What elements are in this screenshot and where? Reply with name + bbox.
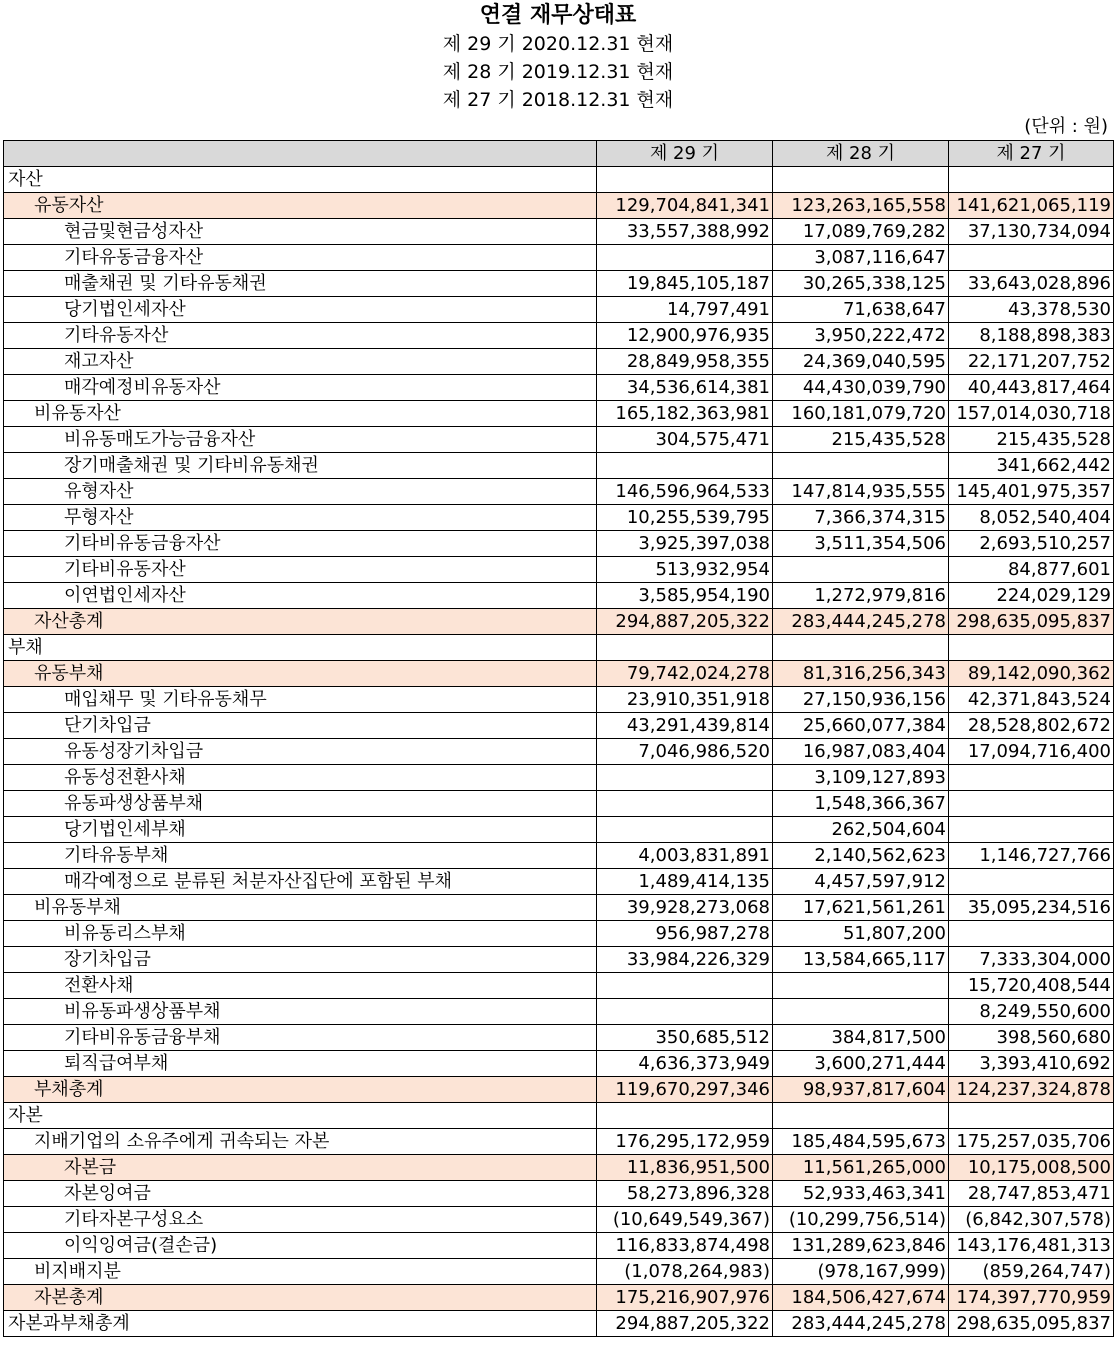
row-label: 매출채권 및 기타유동채권	[4, 271, 597, 297]
table-row	[4, 323, 1114, 349]
row-value: 4,457,597,912	[773, 869, 949, 895]
row-value: 4,636,373,949	[597, 1051, 773, 1077]
row-value	[773, 973, 949, 999]
row-label: 기타비유동금융부채	[4, 1025, 597, 1051]
row-label: 퇴직급여부채	[4, 1051, 597, 1077]
row-value: 51,807,200	[773, 921, 949, 947]
table-row	[4, 557, 1114, 583]
table-row	[4, 1155, 1114, 1181]
row-value: 146,596,964,533	[597, 479, 773, 505]
row-value: 1,548,366,367	[773, 791, 949, 817]
row-value: 52,933,463,341	[773, 1181, 949, 1207]
header-period-28: 제 28 기	[773, 141, 949, 167]
row-value: 294,887,205,322	[597, 1311, 773, 1337]
row-value: 304,575,471	[597, 427, 773, 453]
row-value	[949, 245, 1114, 271]
balance-sheet-table	[3, 140, 1114, 1337]
row-label: 자본총계	[4, 1285, 597, 1311]
table-row	[4, 1233, 1114, 1259]
row-label: 비유동매도가능금융자산	[4, 427, 597, 453]
row-label: 지배기업의 소유주에게 귀속되는 자본	[4, 1129, 597, 1155]
row-value	[773, 1103, 949, 1129]
row-value	[597, 453, 773, 479]
table-row	[4, 1025, 1114, 1051]
row-value: 262,504,604	[773, 817, 949, 843]
row-value: 33,643,028,896	[949, 271, 1114, 297]
row-value	[773, 167, 949, 193]
table-row	[4, 479, 1114, 505]
row-label: 유동자산	[4, 193, 597, 219]
row-label: 매각예정비유동자산	[4, 375, 597, 401]
row-value	[949, 817, 1114, 843]
row-value: 145,401,975,357	[949, 479, 1114, 505]
row-value: 184,506,427,674	[773, 1285, 949, 1311]
header-account	[4, 141, 597, 167]
row-value: (6,842,307,578)	[949, 1207, 1114, 1233]
table-row	[4, 1207, 1114, 1233]
row-label: 자본잉여금	[4, 1181, 597, 1207]
row-value: 224,029,129	[949, 583, 1114, 609]
row-value: 7,046,986,520	[597, 739, 773, 765]
table-row	[4, 1129, 1114, 1155]
row-label: 유동파생상품부채	[4, 791, 597, 817]
row-value: 1,146,727,766	[949, 843, 1114, 869]
table-row	[4, 1103, 1114, 1129]
row-value: (1,078,264,983)	[597, 1259, 773, 1285]
row-value: 215,435,528	[773, 427, 949, 453]
row-value	[949, 167, 1114, 193]
row-value: 175,257,035,706	[949, 1129, 1114, 1155]
row-value: 124,237,324,878	[949, 1077, 1114, 1103]
row-label: 자본	[4, 1103, 597, 1129]
row-label: 유동부채	[4, 661, 597, 687]
row-value: 174,397,770,959	[949, 1285, 1114, 1311]
table-row	[4, 1259, 1114, 1285]
row-label: 자산	[4, 167, 597, 193]
row-label: 비지배지분	[4, 1259, 597, 1285]
row-value: 384,817,500	[773, 1025, 949, 1051]
table-row	[4, 869, 1114, 895]
row-label: 부채	[4, 635, 597, 661]
row-value: 79,742,024,278	[597, 661, 773, 687]
row-value: 1,272,979,816	[773, 583, 949, 609]
table-row	[4, 791, 1114, 817]
row-label: 이연법인세자산	[4, 583, 597, 609]
row-value: 58,273,896,328	[597, 1181, 773, 1207]
row-value: 28,849,958,355	[597, 349, 773, 375]
row-value	[597, 1103, 773, 1129]
table-row	[4, 531, 1114, 557]
row-value: 17,621,561,261	[773, 895, 949, 921]
row-value	[597, 245, 773, 271]
row-value: 165,182,363,981	[597, 401, 773, 427]
table-row	[4, 817, 1114, 843]
row-label: 비유동자산	[4, 401, 597, 427]
row-value	[597, 765, 773, 791]
row-value: 175,216,907,976	[597, 1285, 773, 1311]
row-value: 35,095,234,516	[949, 895, 1114, 921]
table-row	[4, 453, 1114, 479]
row-value: 43,291,439,814	[597, 713, 773, 739]
row-value: 3,950,222,472	[773, 323, 949, 349]
row-value: 39,928,273,068	[597, 895, 773, 921]
row-value: 350,685,512	[597, 1025, 773, 1051]
row-value: 4,003,831,891	[597, 843, 773, 869]
row-label: 현금및현금성자산	[4, 219, 597, 245]
table-row	[4, 843, 1114, 869]
row-label: 자본금	[4, 1155, 597, 1181]
row-label: 기타비유동금융자산	[4, 531, 597, 557]
row-value: 283,444,245,278	[773, 1311, 949, 1337]
row-value	[773, 557, 949, 583]
row-value: 25,660,077,384	[773, 713, 949, 739]
row-value: 129,704,841,341	[597, 193, 773, 219]
table-row	[4, 1077, 1114, 1103]
table-row	[4, 973, 1114, 999]
table-row	[4, 895, 1114, 921]
row-value: 28,528,802,672	[949, 713, 1114, 739]
row-value: 215,435,528	[949, 427, 1114, 453]
row-value: (859,264,747)	[949, 1259, 1114, 1285]
row-label: 비유동부채	[4, 895, 597, 921]
row-value: 71,638,647	[773, 297, 949, 323]
row-value: 84,877,601	[949, 557, 1114, 583]
row-value: 3,600,271,444	[773, 1051, 949, 1077]
row-value: 1,489,414,135	[597, 869, 773, 895]
row-value: 2,140,562,623	[773, 843, 949, 869]
period-29: 제 29 기 2020.12.31 현재	[442, 33, 674, 55]
table-row	[4, 349, 1114, 375]
row-value: 3,925,397,038	[597, 531, 773, 557]
row-value	[949, 1103, 1114, 1129]
row-value: 37,130,734,094	[949, 219, 1114, 245]
row-value: 8,249,550,600	[949, 999, 1114, 1025]
header-period-27: 제 27 기	[949, 141, 1114, 167]
row-label: 기타유동자산	[4, 323, 597, 349]
row-label: 기타유동금융자산	[4, 245, 597, 271]
row-value: 131,289,623,846	[773, 1233, 949, 1259]
row-label: 비유동파생상품부채	[4, 999, 597, 1025]
row-value: 34,536,614,381	[597, 375, 773, 401]
row-value: (978,167,999)	[773, 1259, 949, 1285]
row-value: 42,371,843,524	[949, 687, 1114, 713]
row-label: 자본과부채총계	[4, 1311, 597, 1337]
table-row	[4, 1051, 1114, 1077]
row-label: 기타유동부채	[4, 843, 597, 869]
row-value: 24,369,040,595	[773, 349, 949, 375]
row-label: 단기차입금	[4, 713, 597, 739]
row-value	[949, 921, 1114, 947]
table-body	[4, 167, 1114, 1337]
row-value: 16,987,083,404	[773, 739, 949, 765]
row-value	[949, 635, 1114, 661]
row-value: 3,511,354,506	[773, 531, 949, 557]
row-value: 15,720,408,544	[949, 973, 1114, 999]
row-value: 176,295,172,959	[597, 1129, 773, 1155]
row-value: 157,014,030,718	[949, 401, 1114, 427]
table-row	[4, 401, 1114, 427]
row-value: 7,333,304,000	[949, 947, 1114, 973]
table-row	[4, 505, 1114, 531]
row-value: 3,109,127,893	[773, 765, 949, 791]
row-value: 30,265,338,125	[773, 271, 949, 297]
row-label: 유동성전환사채	[4, 765, 597, 791]
row-value: 11,836,951,500	[597, 1155, 773, 1181]
row-value: 40,443,817,464	[949, 375, 1114, 401]
row-value: 116,833,874,498	[597, 1233, 773, 1259]
row-value	[773, 999, 949, 1025]
table-row	[4, 271, 1114, 297]
table-row	[4, 375, 1114, 401]
unit-label: (단위 : 원)	[1024, 116, 1108, 137]
row-label: 당기법인세부채	[4, 817, 597, 843]
table-row	[4, 427, 1114, 453]
row-value: 147,814,935,555	[773, 479, 949, 505]
row-value: 33,557,388,992	[597, 219, 773, 245]
row-value	[597, 817, 773, 843]
header-period-29: 제 29 기	[597, 141, 773, 167]
row-label: 무형자산	[4, 505, 597, 531]
row-value: 398,560,680	[949, 1025, 1114, 1051]
row-value	[597, 999, 773, 1025]
row-value: 143,176,481,313	[949, 1233, 1114, 1259]
period-28: 제 28 기 2019.12.31 현재	[442, 61, 674, 83]
row-value: 956,987,278	[597, 921, 773, 947]
row-value: 17,089,769,282	[773, 219, 949, 245]
row-value: 19,845,105,187	[597, 271, 773, 297]
table-row	[4, 1311, 1114, 1337]
row-value: 81,316,256,343	[773, 661, 949, 687]
row-value: 141,621,065,119	[949, 193, 1114, 219]
row-value	[597, 167, 773, 193]
row-value: 11,561,265,000	[773, 1155, 949, 1181]
row-value: 12,900,976,935	[597, 323, 773, 349]
table-row	[4, 713, 1114, 739]
row-value: 33,984,226,329	[597, 947, 773, 973]
table-row	[4, 1285, 1114, 1311]
row-label: 당기법인세자산	[4, 297, 597, 323]
row-value	[597, 635, 773, 661]
period-27: 제 27 기 2018.12.31 현재	[442, 89, 674, 111]
row-value: 89,142,090,362	[949, 661, 1114, 687]
row-value: 160,181,079,720	[773, 401, 949, 427]
row-value: 3,393,410,692	[949, 1051, 1114, 1077]
row-value: 283,444,245,278	[773, 609, 949, 635]
row-value	[773, 453, 949, 479]
table-row	[4, 635, 1114, 661]
table-row	[4, 245, 1114, 271]
row-value	[949, 765, 1114, 791]
row-label: 이익잉여금(결손금)	[4, 1233, 597, 1259]
row-value: 44,430,039,790	[773, 375, 949, 401]
table-row	[4, 193, 1114, 219]
row-value: 8,052,540,404	[949, 505, 1114, 531]
row-value: 298,635,095,837	[949, 1311, 1114, 1337]
row-value	[949, 869, 1114, 895]
row-label: 유형자산	[4, 479, 597, 505]
row-value: 10,255,539,795	[597, 505, 773, 531]
row-value: 14,797,491	[597, 297, 773, 323]
row-label: 장기매출채권 및 기타비유동채권	[4, 453, 597, 479]
table-row	[4, 921, 1114, 947]
row-label: 자산총계	[4, 609, 597, 635]
header-row	[4, 141, 1114, 167]
table-row	[4, 167, 1114, 193]
row-value: 513,932,954	[597, 557, 773, 583]
row-value	[773, 635, 949, 661]
row-label: 재고자산	[4, 349, 597, 375]
row-value: 13,584,665,117	[773, 947, 949, 973]
row-value: 23,910,351,918	[597, 687, 773, 713]
row-value: (10,649,549,367)	[597, 1207, 773, 1233]
row-value: 123,263,165,558	[773, 193, 949, 219]
table-row	[4, 609, 1114, 635]
row-label: 장기차입금	[4, 947, 597, 973]
row-value: 298,635,095,837	[949, 609, 1114, 635]
row-value: 27,150,936,156	[773, 687, 949, 713]
table-row	[4, 661, 1114, 687]
row-value: 185,484,595,673	[773, 1129, 949, 1155]
statement-title: 연결 재무상태표	[479, 3, 637, 28]
row-value	[949, 791, 1114, 817]
row-value: (10,299,756,514)	[773, 1207, 949, 1233]
table-row	[4, 297, 1114, 323]
row-value: 294,887,205,322	[597, 609, 773, 635]
table-row	[4, 739, 1114, 765]
row-value: 10,175,008,500	[949, 1155, 1114, 1181]
row-value: 28,747,853,471	[949, 1181, 1114, 1207]
row-value	[597, 791, 773, 817]
row-value	[597, 973, 773, 999]
row-value: 341,662,442	[949, 453, 1114, 479]
row-value: 3,585,954,190	[597, 583, 773, 609]
row-value: 98,937,817,604	[773, 1077, 949, 1103]
row-label: 매각예정으로 분류된 처분자산집단에 포함된 부채	[4, 869, 597, 895]
row-value: 7,366,374,315	[773, 505, 949, 531]
table-row	[4, 219, 1114, 245]
row-label: 비유동리스부채	[4, 921, 597, 947]
row-value: 3,087,116,647	[773, 245, 949, 271]
table-row	[4, 583, 1114, 609]
row-value: 8,188,898,383	[949, 323, 1114, 349]
table-row	[4, 765, 1114, 791]
row-value: 119,670,297,346	[597, 1077, 773, 1103]
table-row	[4, 947, 1114, 973]
row-value: 2,693,510,257	[949, 531, 1114, 557]
row-value: 43,378,530	[949, 297, 1114, 323]
table-row	[4, 999, 1114, 1025]
row-label: 기타자본구성요소	[4, 1207, 597, 1233]
row-label: 기타비유동자산	[4, 557, 597, 583]
row-label: 전환사채	[4, 973, 597, 999]
row-label: 부채총계	[4, 1077, 597, 1103]
row-value: 17,094,716,400	[949, 739, 1114, 765]
row-value: 22,171,207,752	[949, 349, 1114, 375]
table-row	[4, 1181, 1114, 1207]
table-row	[4, 687, 1114, 713]
row-label: 매입채무 및 기타유동채무	[4, 687, 597, 713]
row-label: 유동성장기차입금	[4, 739, 597, 765]
